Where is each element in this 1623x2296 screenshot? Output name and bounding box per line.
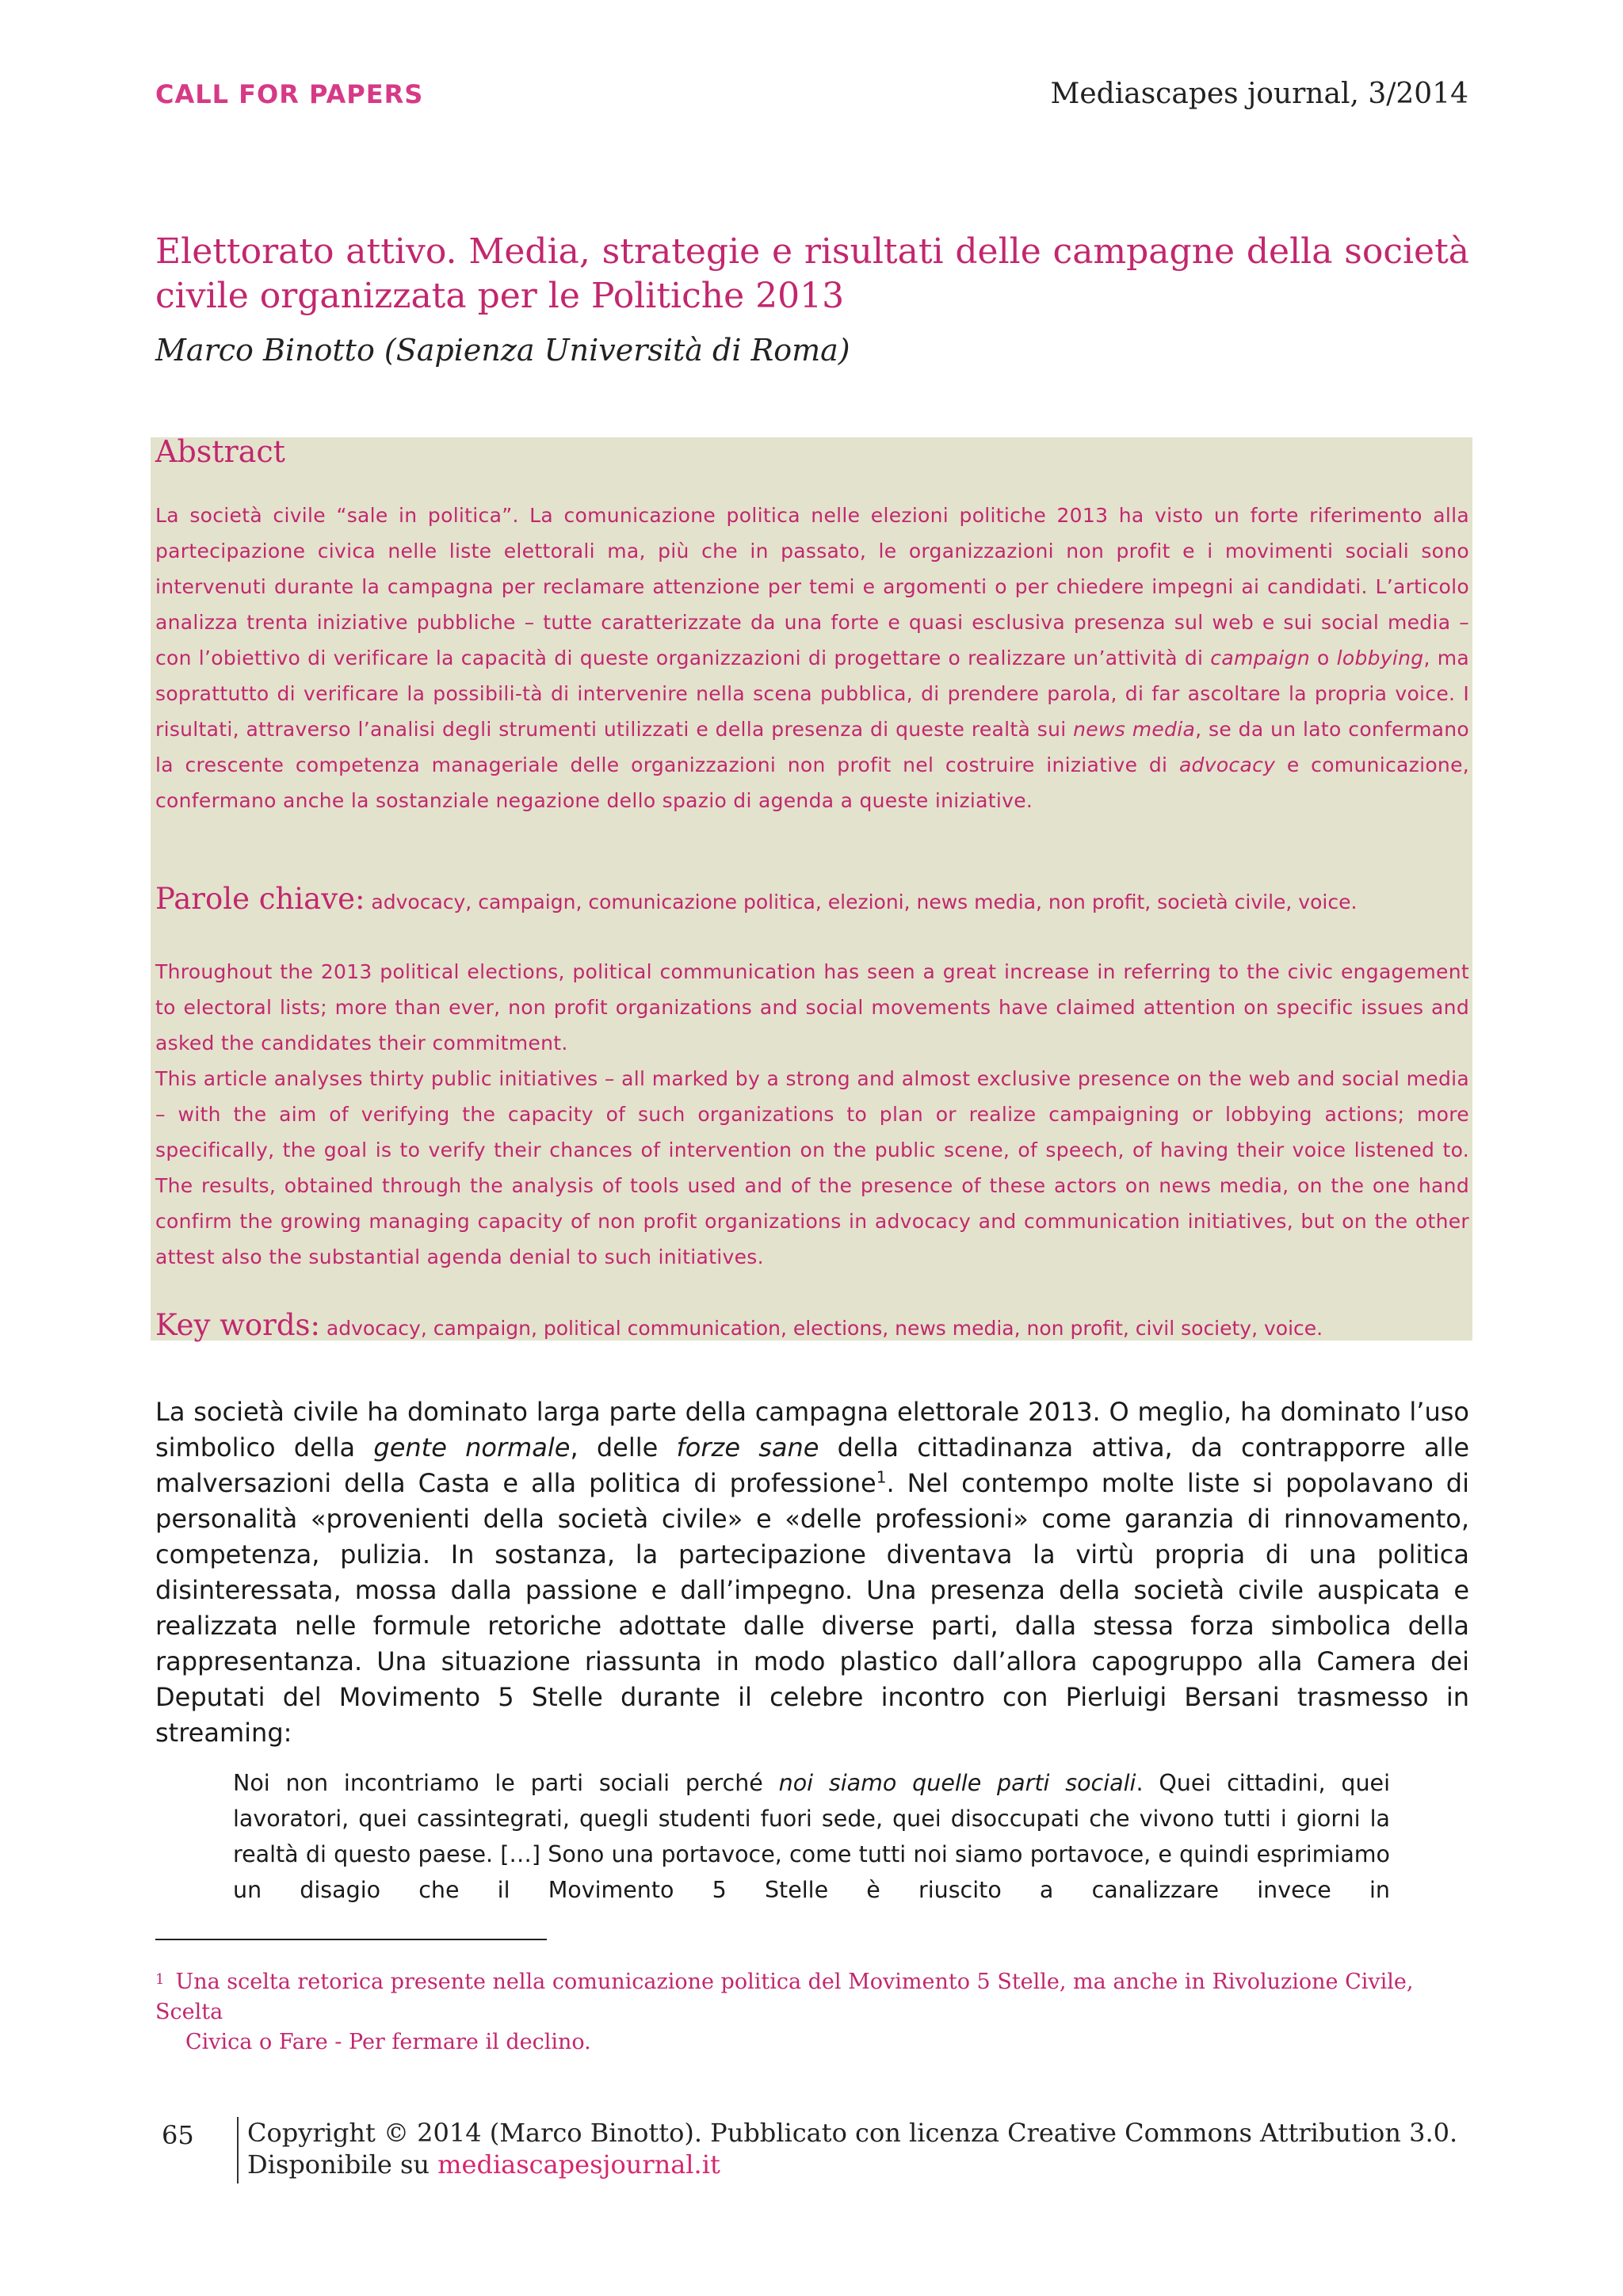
journal-link[interactable]: mediascapesjournal.it: [437, 2149, 720, 2180]
abstract-heading: Abstract: [155, 434, 285, 469]
keywords-english: Key words: advocacy, campaign, political communication, elections, news media, non profit, civil society, voice.: [155, 1308, 1323, 1342]
footnote-ref[interactable]: 1: [876, 1467, 887, 1487]
body-paragraph: La società civile ha dominato larga parte della campagna elettorale 2013. O meglio, ha dominato l’uso simbolico della gente normale, delle forze sane della cittadinanza attiva, da contrapporre alle malversazioni della Casta e alla politica di professione$^1$. Nel contempo molte liste si popolavano di personalità «provenienti della società civile» e «delle professioni» come garanzia di rinnovamento, competenza, pulizia. In sostanza, la partecipazione diventava la virtù propria di una politica disinteressata, mossa dalla passione e dall’impegno. Una presenza della società civile auspicata e realizzata nelle formule retoriche adottate dalle diverse parti, dalla stessa forza simbolica della rappresentanza. Una situazione riassunta in modo plastico dall’allora capogruppo alla Camera dei Deputati del Movimento 5 Stelle durante il celebre incontro con Pierluigi Bersani trasmesso in streaming:: [155, 1397, 1470, 1748]
page-number: 65: [162, 2120, 194, 2150]
article-title: Elettorato attivo. Media, strategie e risultati delle campagne della società civile organizzata per le Politiche 2013: [155, 231, 1469, 316]
footnote-divider: [155, 1939, 547, 1940]
abstract-english-p2: This article analyses thirty public initiatives – all marked by a strong and almost exclusive presence on the web and social media – with the aim of verifying the capacity of such organizations to plan or realize campaigning or lobbying actions; more specifically, the goal is to verify their chances of intervention on the public scene, of speech, of having their voice listened to. The results, obtained through the analysis of tools used and of the presence of these actors on news media, on the one hand confirm the growing managing capacity of non profit organizations in advocacy and communication initiatives, but on the other attest also the substantial agenda denial to such initiatives.: [155, 1067, 1469, 1268]
keywords-label-en: Key words:: [155, 1308, 320, 1342]
abstract-italian: La società civile “sale in politica”. La comunicazione politica nelle elezioni politiche 2013 ha visto un forte riferimento alla partecipazione civica nelle liste elettorali ma, più che in passato, le organizzazioni non profit e i movimenti sociali sono intervenuti durante la campagna per reclamare attenzione per temi e argomenti o per chiedere impegni ai candidati. L’articolo analizza trenta iniziative pubbliche – tutte caratterizzate da una forte e quasi esclusiva presenza sul web e sui social media – con l’obiettivo di verificare la capacità di queste organizzazioni di progettare o realizzare un’attività di campaign o lobbying, ma soprattutto di verificare la possibili-tà di intervenire nella scena pubblica, di prendere parola, di far ascoltare la propria voice. I risultati, attraverso l’analisi degli strumenti utilizzati e della presenza di queste realtà sui news media, se da un lato confermano la crescente competenza manageriale delle organizzazioni non profit nel costruire iniziative di advocacy e comunicazione, confermano anche la sostanziale negazione dello spazio di agenda a queste iniziative.: [155, 504, 1469, 812]
article-author: Marco Binotto (Sapienza Università di Roma): [155, 333, 850, 368]
section-label: CALL FOR PAPERS: [155, 79, 424, 109]
abstract-english-p1: Throughout the 2013 political elections, political communication has seen a great increase in referring to the civic engagement to electoral lists; more than ever, non profit organizations and social movements have claimed attention on specific issues and asked the candidates their commitment.: [155, 960, 1469, 1055]
footer-divider: [237, 2117, 239, 2183]
footnote-number: 1: [155, 1971, 165, 1988]
keywords-italian: Parole chiave: advocacy, campaign, comunicazione politica, elezioni, news media, non profit, società civile, voice.: [155, 882, 1358, 916]
block-quote: Noi non incontriamo le parti sociali perché noi siamo quelle parti sociali. Quei cittadini, quei lavoratori, quei cassintegrati, quegli studenti fuori sede, quei disoccupati che vivono tutti i giorni la realtà di questo paese. […] Sono una portavoce, come tutti noi siamo portavoce, e quindi esprimiamo un disagio che il Movimento 5 Stelle è riuscito a canalizzare invece in: [233, 1770, 1390, 1903]
keywords-label-it: Parole chiave:: [155, 882, 365, 916]
footer-copyright: Copyright © 2014 (Marco Binotto). Pubblicato con licenza Creative Commons Attribution 3.0. Disponibile su mediascapesjournal.it: [247, 2118, 1458, 2180]
journal-issue: Mediascapes journal, 3/2014: [1050, 78, 1468, 110]
footnote: $^1$ Una scelta retorica presente nella comunicazione politica del Movimento 5 Stelle, ma anche in Rivoluzione Civile, Scelta Civica o Fare - Per fermare il declino.: [155, 1970, 1414, 2054]
